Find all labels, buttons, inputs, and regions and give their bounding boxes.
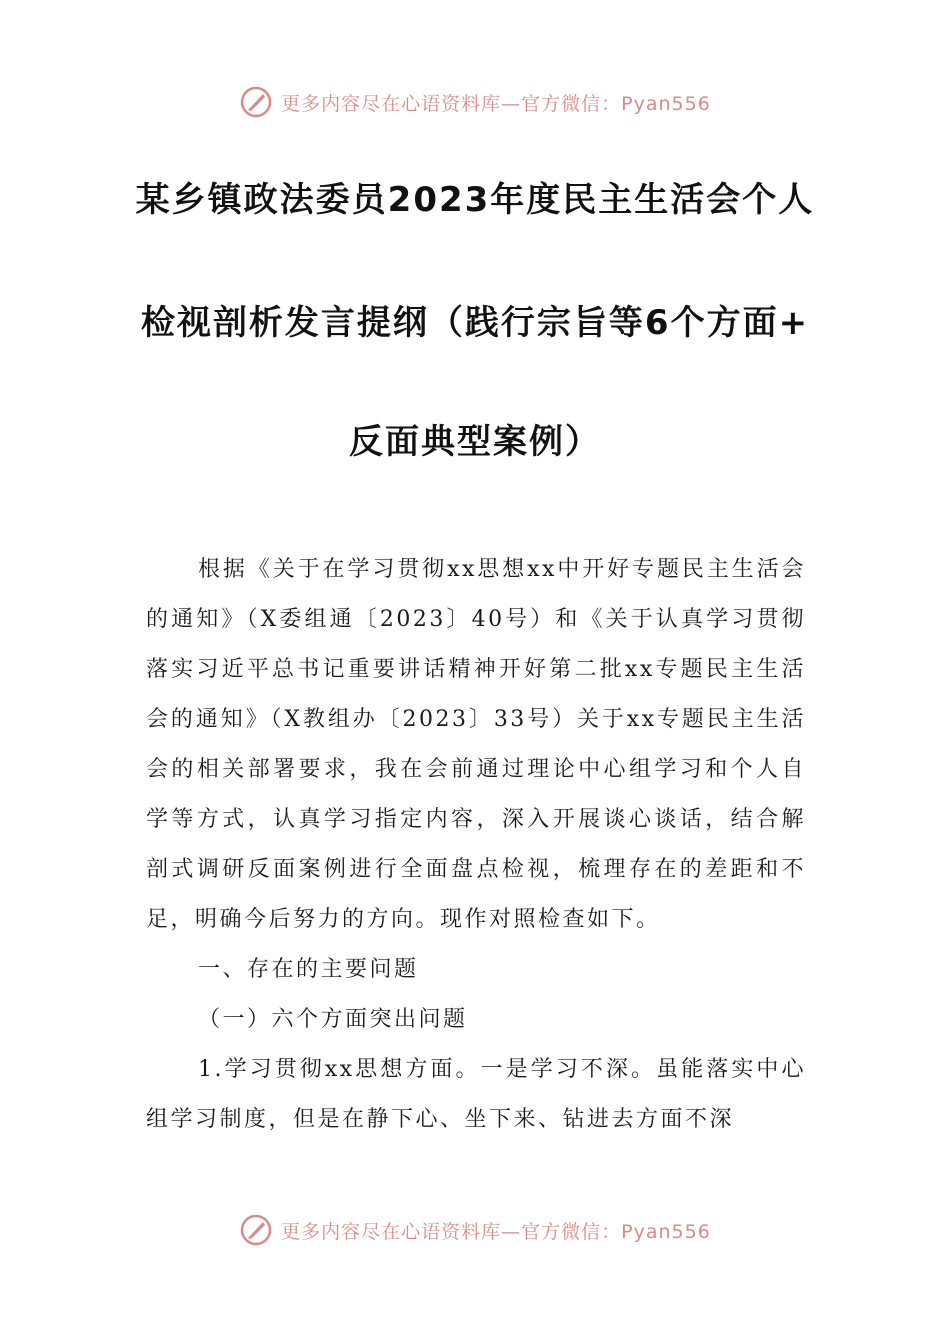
watermark-wechat-id: Pyan556 — [621, 92, 711, 115]
subsection-heading: （一）六个方面突出问题 — [198, 1007, 468, 1032]
watermark-top — [0, 82, 950, 122]
watermark-wechat-id: Pyan556 — [621, 1220, 711, 1243]
quill-logo-icon — [239, 85, 273, 119]
intro-paragraph: 根据《关于在学习贯彻xx思想xx中开好专题民主生活会的通知》（X委组通〔2023〕40号）和《关于认真学习贯彻落实习近平总书记重要讲话精神开好第二批xx专题民主生活会的通知》（X教组办〔2023〕33号）关于xx专题民主生活会的相关部署要求，我在会前通过理论中心组学习和个人自学等方式，认真学习指定内容，深入开展谈心谈话，结合解剖式调研反面案例进行全面盘点检视，梳理存在的差距和不足，明确今后努力的方向。现作对照检查如下。 — [146, 557, 806, 932]
document-body — [146, 545, 806, 1145]
watermark-bottom — [0, 1210, 950, 1250]
watermark-text: 更多内容尽在心语资料库—官方微信：Pyan556 — [281, 1220, 711, 1243]
document-title-line-2: 检视剖析发言提纲（践行宗旨等6个方面+ — [140, 303, 810, 343]
quill-logo-icon — [239, 1213, 273, 1247]
document-title-line-1: 某乡镇政法委员2023年度民主生活会个人 — [135, 180, 815, 220]
item-paragraph: 1.学习贯彻xx思想方面。一是学习不深。虽能落实中心组学习制度，但是在静下心、坐下来、钻进去方面不深 — [146, 1057, 806, 1132]
watermark-text: 更多内容尽在心语资料库—官方微信：Pyan556 — [281, 92, 711, 115]
document-title-line-3: 反面典型案例） — [349, 422, 601, 462]
section-heading: 一、存在的主要问题 — [198, 957, 419, 982]
